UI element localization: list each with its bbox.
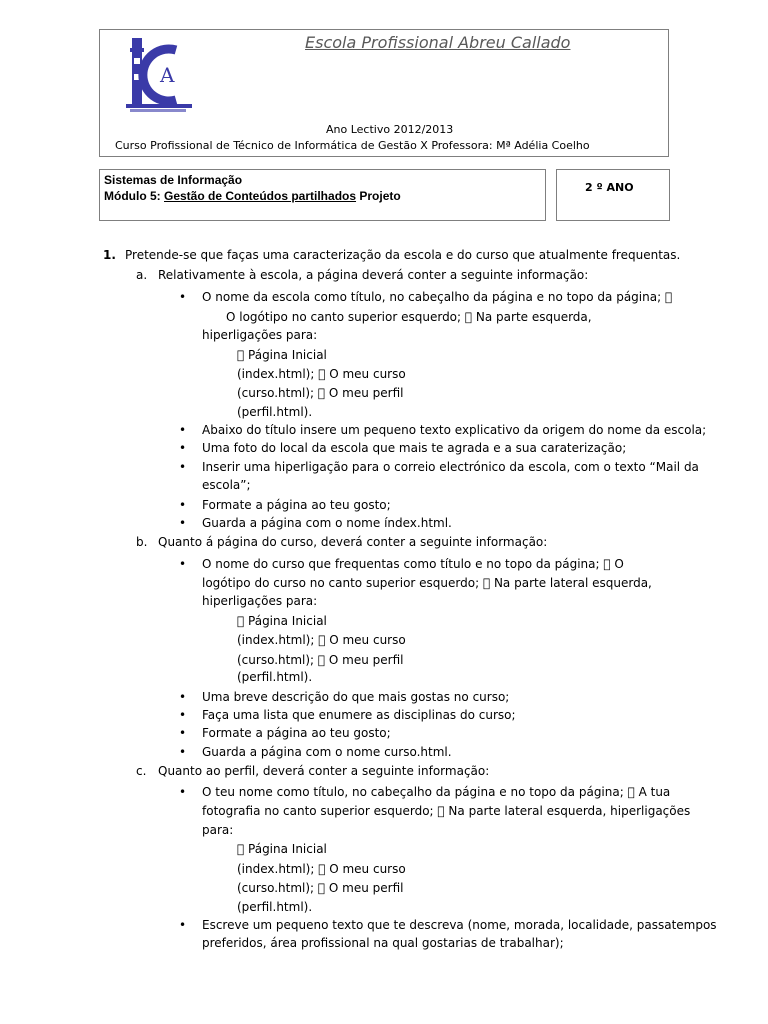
list-item: escola”; [202, 478, 251, 492]
list-item: Faça uma lista que enumere as disciplinas do curso; [202, 708, 516, 722]
list-item: hiperligações para: [202, 594, 318, 608]
list-item: (perfil.html). [237, 405, 313, 419]
bullet: • [179, 726, 187, 740]
list-item: Página Inicial [237, 842, 316, 856]
list-item: hiperligações para: [202, 328, 318, 342]
bullet: • [179, 290, 187, 304]
section-c-label: c. [136, 764, 147, 778]
list-item: (index.html); O meu curso [237, 633, 395, 647]
list-item: O nome do curso que frequentas como título e no topo da página; O [202, 557, 613, 571]
section-b-label: b. [136, 535, 148, 549]
module-name: Gestão de Conteúdos partilhados [164, 189, 357, 203]
list-item: Guarda a página com o nome curso.html. [202, 745, 452, 759]
year-box [556, 169, 670, 221]
list-item: (perfil.html). [237, 900, 313, 914]
list-item: Página Inicial [237, 348, 316, 362]
question-intro: Pretende-se que faças uma caracterização da escola e do curso que atualmente frequentas. [125, 248, 681, 262]
bullet: • [179, 498, 187, 512]
bullet: • [179, 785, 187, 799]
list-item: Escreve um pequeno texto que te descreva (nome, morada, localidade, passatempos [202, 918, 717, 932]
course-line: Curso Profissional de Técnico de Informática de Gestão X Professora: Mª Adélia Coelho [115, 139, 590, 152]
section-a-label: a. [136, 268, 148, 282]
list-item: (index.html); O meu curso [237, 367, 395, 381]
list-item: Uma breve descrição do que mais gostas no curso; [202, 690, 510, 704]
section-c-intro: Quanto ao perfil, deverá conter a seguinte informação: [158, 764, 490, 778]
list-item: (curso.html); O meu perfil [237, 386, 393, 400]
list-item: Abaixo do título insere um pequeno texto explicativo da origem do nome da escola; [202, 423, 707, 437]
bullet: • [179, 423, 187, 437]
list-item: (index.html); O meu curso [237, 862, 395, 876]
list-item: Uma foto do local da escola que mais te agrada e a sua caraterização; [202, 441, 627, 455]
year-label: 2 º ANO [585, 181, 634, 194]
list-item: Inserir uma hiperligação para o correio electrónico da escola, com o texto “Mail da [202, 460, 699, 474]
list-item: (curso.html); O meu perfil [237, 881, 393, 895]
list-item: Formate a página ao teu gosto; [202, 498, 391, 512]
bullet: • [179, 460, 187, 474]
list-item: (curso.html); O meu perfil [237, 653, 393, 667]
module-line [104, 189, 401, 203]
list-item: preferidos, área profissional na qual gostarias de trabalhar); [202, 936, 564, 950]
list-item: Página Inicial [237, 614, 316, 628]
list-item: (perfil.html). [237, 670, 313, 684]
academic-year: Ano Lectivo 2012/2013 [326, 123, 454, 136]
list-item: fotografia no canto superior esquerdo; Na parte lateral esquerda, hiperligações [202, 804, 680, 818]
logo-letter-a: A [160, 63, 175, 87]
subject-title: Sistemas de Informação [104, 173, 243, 187]
module-prefix: Módulo 5: [104, 189, 164, 203]
school-name: Escola Profissional Abreu Callado [305, 33, 571, 52]
list-item: O logótipo no canto superior esquerdo; Na parte esquerda, [226, 310, 581, 324]
question-number: 1. [103, 248, 116, 262]
bullet: • [179, 918, 187, 932]
bullet: • [179, 557, 187, 571]
section-b-intro: Quanto á página do curso, deverá conter a seguinte informação: [158, 535, 548, 549]
list-item: logótipo do curso no canto superior esquerdo; Na parte lateral esquerda, [202, 576, 641, 590]
list-item: O nome da escola como título, no cabeçalho da página e no topo da página; [202, 290, 662, 304]
list-item: Formate a página ao teu gosto; [202, 726, 391, 740]
project-label: Projeto [359, 189, 401, 203]
list-item: O teu nome como título, no cabeçalho da página e no topo da página; A tua [202, 785, 660, 799]
bullet: • [179, 516, 187, 530]
bullet: • [179, 441, 187, 455]
bullet: • [179, 690, 187, 704]
bullet: • [179, 708, 187, 722]
list-item: para: [202, 823, 234, 837]
bullet: • [179, 745, 187, 759]
list-item: Guarda a página com o nome índex.html. [202, 516, 452, 530]
school-logo [124, 34, 194, 116]
section-a-intro: Relativamente à escola, a página deverá conter a seguinte informação: [158, 268, 589, 282]
